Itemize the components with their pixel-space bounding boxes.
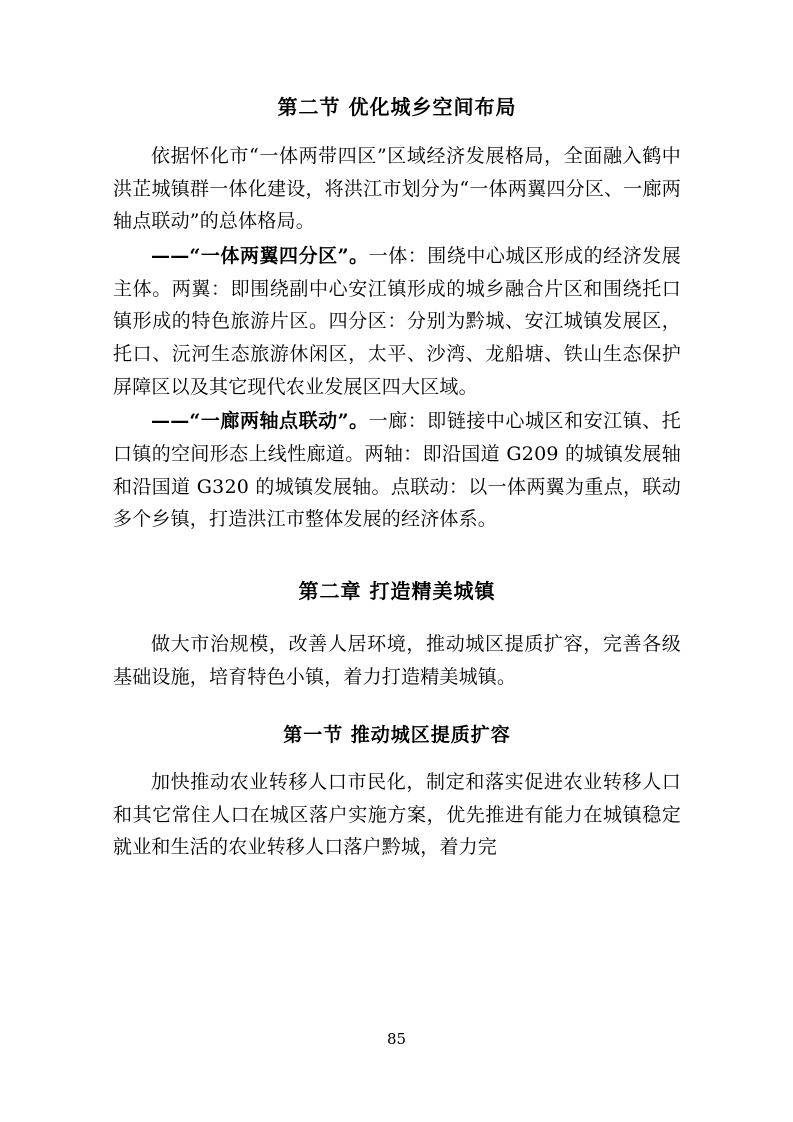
chapter-heading: 第二章 打造精美城镇 — [298, 579, 496, 604]
paragraph-chapter-intro: 做大市治规模，改善人居环境，推动城区提质扩容，完善各级基础设施，培育特色小镇，着力打造精美城镇。 — [113, 633, 681, 688]
page-number: 85 — [386, 1030, 407, 1048]
paragraph-urbanization: 加快推动农业转移人口市民化，制定和落实促进农业转移人口和其它常住人口在城区落户实施方案，优先推进有能力在城镇稳定就业和生活的农业转移人口落户黔城，着力完 — [113, 770, 681, 859]
page-content — [113, 92, 681, 864]
section-heading: 第二节 优化城乡空间布局 — [277, 95, 517, 119]
paragraph-one-body-two-wings — [113, 240, 681, 403]
paragraph-lead-one-body-two-wings: ——“一体两翼四分区”。 — [151, 245, 369, 268]
paragraph-intro: 依据怀化市“一体两带四区”区域经济发展格局，全面融入鹤中洪芷城镇群一体化建设，将洪江市划分为“一体两翼四分区、一廊两轴点联动”的总体格局。 — [113, 145, 681, 233]
subsection-heading: 第一节 推动城区提质扩容 — [283, 724, 511, 747]
paragraph-text-one-body-two-wings: 一体：围绕中心城区形成的经济发展主体。两翼：即围绕副中心安江镇形成的城乡融合片区和围绕托口镇形成的特色旅游片区。四分区：分别为黔城、安江城镇发展区，托口、沅河生态旅游休闲区，太平、沙湾、龙船塘、铁山生态保护屏障区以及其它现代农业发展区四大区域。 — [113, 245, 681, 398]
paragraph-one-corridor-two-axes — [113, 405, 681, 536]
paragraph-text-one-corridor-two-axes: 一廊：即链接中心城区和安江镇、托口镇的空间形态上线性廊道。两轴：即沿国道 G209 的城镇发展轴和沿国道 G320 的城镇发展轴。点联动：以一体两翼为重点，联动多个乡镇，打造洪江市整体发展的经济体系。 — [113, 410, 681, 531]
paragraph-lead-one-corridor-two-axes: ——“一廊两轴点联动”。 — [151, 410, 369, 433]
